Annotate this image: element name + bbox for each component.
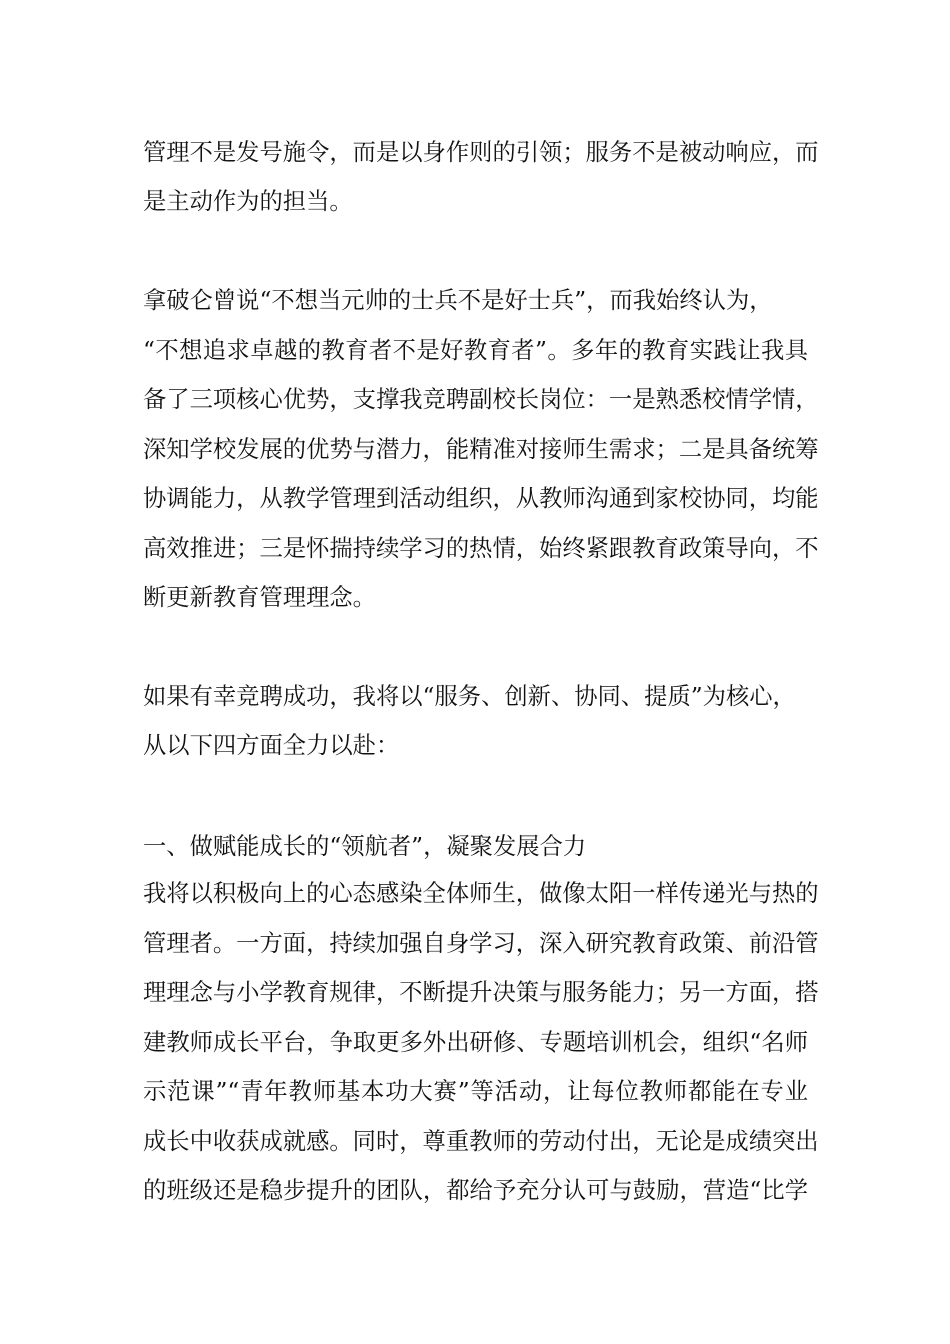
- text-line: 成长中收获成就感。同时，尊重教师的劳动付出，无论是成绩突出: [143, 1128, 819, 1155]
- text-line: 管理不是发号施令，而是以身作则的引领；服务不是被动响应，而: [143, 139, 819, 166]
- text-line: 备了三项核心优势，支撑我竞聘副校长岗位：一是熟悉校情学情，: [143, 386, 819, 413]
- text-line: 高效推进；三是怀揣持续学习的热情，始终紧跟教育政策导向，不: [143, 535, 819, 562]
- text-line: 断更新教育管理理念。: [143, 584, 376, 611]
- text-line: 的班级还是稳步提升的团队，都给予充分认可与鼓励，营造“比学: [143, 1177, 808, 1204]
- text-line: 管理者。一方面，持续加强自身学习，深入研究教育政策、前沿管: [143, 930, 819, 957]
- text-line: 深知学校发展的优势与潜力，能精准对接师生需求；二是具备统筹: [143, 436, 819, 463]
- text-line: 协调能力，从教学管理到活动组织，从教师沟通到家校协同，均能: [143, 485, 819, 512]
- section-heading: 一、做赋能成长的“领航者”，凝聚发展合力: [143, 833, 587, 860]
- text-line: 是主动作为的担当。: [143, 188, 353, 215]
- text-line: 示范课”“青年教师基本功大赛”等活动，让每位教师都能在专业: [143, 1078, 808, 1105]
- text-line: 理理念与小学教育规律，不断提升决策与服务能力；另一方面，搭: [143, 979, 819, 1006]
- text-line: 拿破仑曾说“不想当元帅的士兵不是好士兵”，而我始终认为，: [143, 287, 773, 314]
- text-line: 如果有幸竞聘成功，我将以“服务、创新、协同、提质”为核心，: [143, 683, 796, 710]
- text-line: 建教师成长平台，争取更多外出研修、专题培训机会，组织“名师: [143, 1029, 808, 1056]
- text-line: “不想追求卓越的教育者不是好教育者”。多年的教育实践让我具: [143, 337, 808, 364]
- text-line: 我将以积极向上的心态感染全体师生，做像太阳一样传递光与热的: [143, 880, 819, 907]
- text-line: 从以下四方面全力以赴：: [143, 732, 400, 759]
